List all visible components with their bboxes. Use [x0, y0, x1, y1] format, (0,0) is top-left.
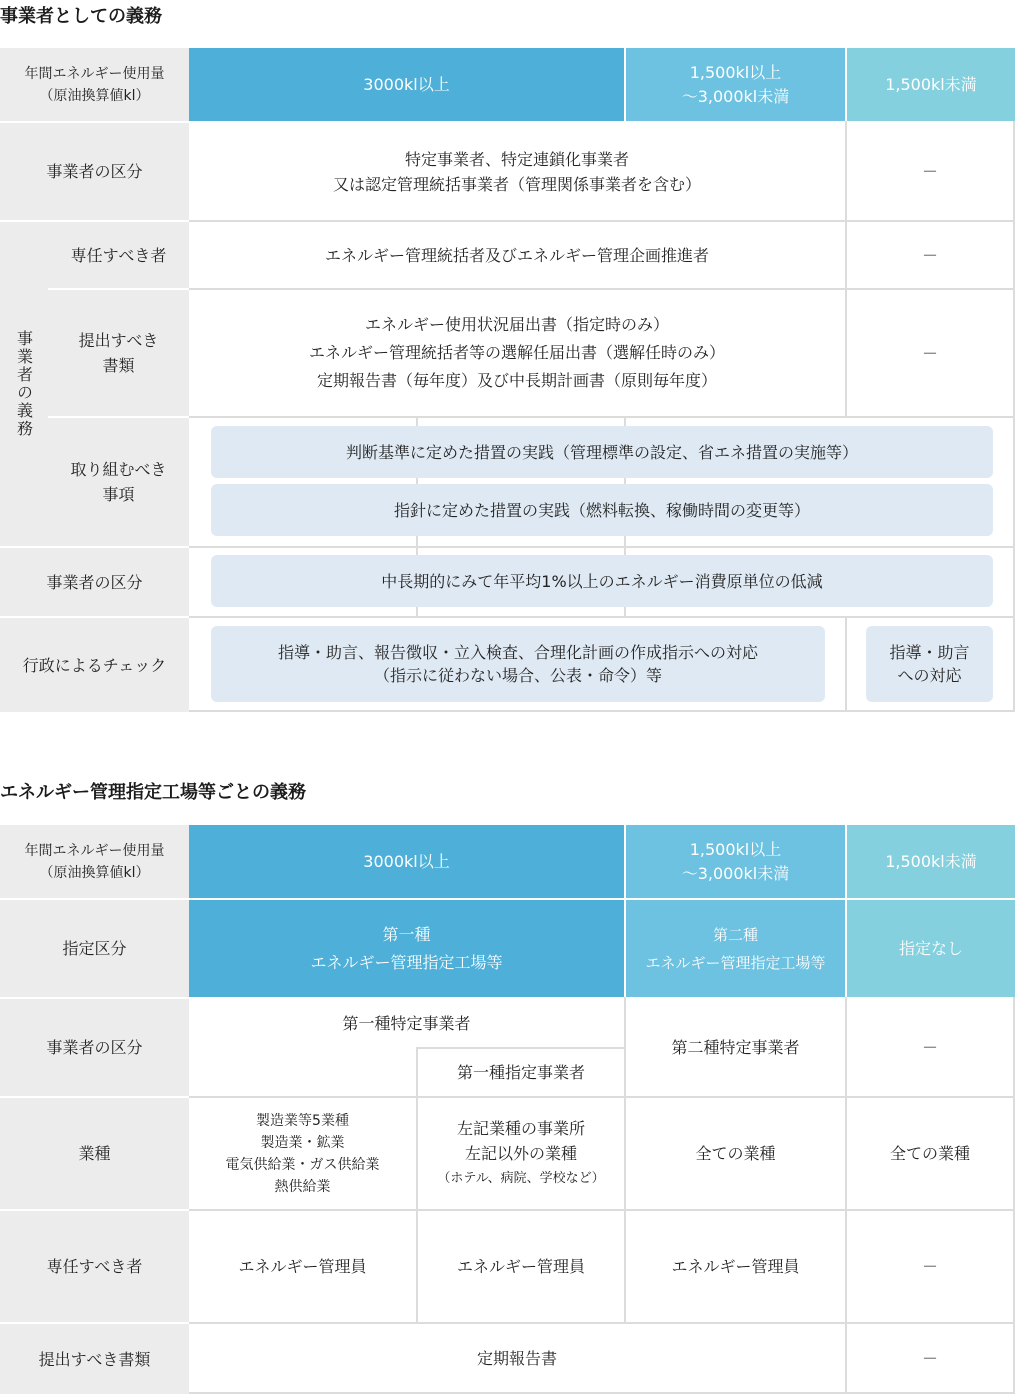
category-value-line2: 又は認定管理統括事業者（管理関係事業者を含む） — [332, 174, 701, 194]
section1-title: 事業者としての義務 — [0, 6, 162, 27]
industry-a-line3: 電気供給業・ガス供給業 — [225, 1156, 380, 1173]
check-pill-line1: 指導・助言、報告徴収・立入検査、合理化計画の作成指示への対応 — [277, 643, 758, 662]
header-col-1500-3000 — [626, 48, 845, 121]
measures-label — [48, 418, 189, 546]
measures-label-line2: 事項 — [102, 485, 135, 504]
check-label: 行政によるチェック — [0, 618, 189, 712]
check-pill-line2: （指示に従わない場合、公表・命令）等 — [373, 666, 662, 685]
industry-b-line3: （ホテル、病院、学校など） — [437, 1171, 605, 1186]
header-col-3000: 3000kl以上 — [189, 825, 624, 898]
section2-title: エネルギー管理指定工場等ごとの義務 — [0, 782, 306, 803]
measures-label-line1: 取り組むべき — [70, 460, 167, 479]
header-col-1500-3000 — [626, 825, 845, 898]
documents-dash: － — [921, 1348, 938, 1368]
documents-dash: － — [921, 343, 938, 363]
grid-line — [189, 546, 1015, 548]
industry-label: 業種 — [0, 1098, 189, 1209]
documents-value-line1: エネルギー使用状況届出書（指定時のみ） — [364, 315, 669, 334]
designation-type1-line1: 第一種 — [382, 924, 431, 944]
category-type1-designated: 第一種指定事業者 — [456, 1063, 585, 1082]
header-label-line2: （原油換算値kl） — [39, 87, 150, 104]
header-col2-line1: 1,500kl以上 — [689, 62, 782, 82]
documents-label-line1: 提出すべき — [78, 331, 159, 350]
header-label-line1: 年間エネルギー使用量 — [24, 842, 165, 859]
industry-a-line1: 製造業等5業種 — [256, 1112, 349, 1129]
industry-all-type2: 全ての業種 — [695, 1144, 776, 1163]
grid-line — [189, 710, 1015, 712]
category-label: 事業者の区分 — [0, 123, 189, 220]
check-pill — [211, 626, 825, 702]
header-col2-line2: ～3,000kl未満 — [681, 86, 790, 106]
designation-type2-line2: エネルギー管理指定工場等 — [645, 953, 826, 972]
designation-type2-line1: 第二種 — [712, 925, 758, 944]
header-label — [0, 825, 189, 898]
documents-value-line3: 定期報告書（毎年度）及び中長期計画書（原則毎年度） — [316, 371, 717, 390]
measure-pill-judgment: 判断基準に定めた措置の実践（管理標準の設定、省エネ措置の実施等） — [211, 426, 993, 478]
check-pill2-line1: 指導・助言 — [889, 643, 970, 662]
header-col2-line2: ～3,000kl未満 — [681, 863, 790, 883]
header-col-under-1500: 1,500kl未満 — [847, 825, 1015, 898]
category-type2-specified: 第二種特定事業者 — [671, 1038, 800, 1057]
appoint-dash: － — [921, 1257, 938, 1276]
appoint-manager-type2: エネルギー管理員 — [671, 1257, 800, 1276]
industry-all-none: 全ての業種 — [889, 1144, 970, 1163]
check-pill2-line2: への対応 — [897, 666, 962, 685]
category-dash: － — [921, 162, 938, 181]
industry-a-line4: 熱供給業 — [274, 1178, 331, 1195]
documents-label-line2: 書類 — [102, 356, 135, 375]
appoint-manager-b: エネルギー管理員 — [456, 1257, 585, 1276]
documents-value — [189, 290, 845, 416]
target-label: 事業者の区分 — [0, 548, 189, 616]
documents-label: 提出すべき書類 — [0, 1324, 189, 1394]
industry-other — [418, 1098, 624, 1209]
grid-line — [189, 616, 1015, 618]
grid-line — [189, 416, 1015, 418]
category-value-line1: 特定事業者、特定連鎖化事業者 — [404, 149, 629, 169]
factory-duties-table — [0, 825, 1015, 1394]
duties-label — [0, 222, 48, 546]
documents-label — [48, 290, 189, 416]
designation-type2 — [626, 900, 845, 997]
category-value — [189, 123, 845, 220]
industry-b-line2: 左記以外の業種 — [464, 1144, 577, 1163]
industry-manufacturing — [189, 1098, 416, 1209]
industry-b-line1: 左記業種の事業所 — [456, 1119, 585, 1138]
check-pill-small — [866, 626, 993, 702]
appoint-manager-a: エネルギー管理員 — [238, 1257, 367, 1276]
category-label: 事業者の区分 — [0, 999, 189, 1096]
business-duties-table — [0, 48, 1015, 712]
documents-value: 定期報告書 — [476, 1348, 557, 1368]
appoint-label: 専任すべき者 — [0, 1211, 189, 1322]
industry-a-line2: 製造業・鉱業 — [260, 1134, 345, 1151]
duties-label-text: 事業者の義務 — [14, 330, 34, 438]
header-col-under-1500: 1,500kl未満 — [847, 48, 1015, 121]
designation-label: 指定区分 — [0, 900, 189, 997]
header-col-3000: 3000kl以上 — [189, 48, 624, 121]
appoint-dash: － — [921, 245, 938, 265]
target-pill: 中長期的にみて年平均1%以上のエネルギー消費原単位の低減 — [211, 555, 993, 607]
designation-none: 指定なし — [847, 900, 1015, 997]
designation-type1 — [189, 900, 624, 997]
appoint-value: エネルギー管理統括者及びエネルギー管理企画推進者 — [324, 245, 709, 265]
documents-value-line2: エネルギー管理統括者等の選解任届出書（選解任時のみ） — [308, 343, 725, 362]
designation-type1-line2: エネルギー管理指定工場等 — [310, 952, 503, 972]
header-label-line2: （原油換算値kl） — [39, 864, 150, 881]
measure-pill-guideline: 指針に定めた措置の実践（燃料転換、稼働時間の変更等） — [211, 484, 993, 536]
category-type1-specified: 第一種特定事業者 — [342, 1013, 471, 1033]
header-col2-line1: 1,500kl以上 — [689, 839, 782, 859]
grid-line — [845, 616, 847, 712]
appoint-label: 専任すべき者 — [48, 222, 189, 288]
header-label — [0, 48, 189, 121]
header-label-line1: 年間エネルギー使用量 — [24, 65, 165, 82]
category-dash: － — [921, 1038, 938, 1057]
